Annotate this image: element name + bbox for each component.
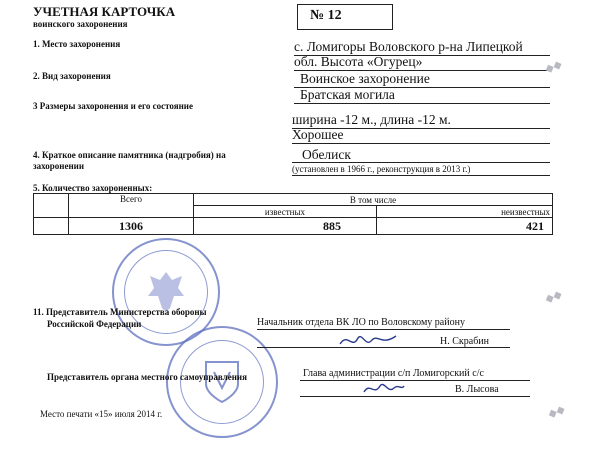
- table-cell-unknown: 421: [376, 218, 552, 235]
- rep-local-position-underline: [300, 380, 530, 381]
- field-2-value-line2: Братская могила: [300, 87, 395, 102]
- rep-local-position: Глава администрации с/п Ломигорский с/с: [303, 368, 484, 379]
- watermark-mark-2: ◆◆: [543, 287, 564, 306]
- field-4-value-line1: Обелиск: [302, 147, 351, 162]
- field-3-label: 3 Размеры захоронения и его состояние: [33, 101, 193, 111]
- rep-mod-label-line1: 11. Представитель Министерства обороны: [33, 307, 207, 317]
- rep-mod-name-underline: [257, 347, 510, 348]
- rep-local-name-underline: [300, 396, 530, 397]
- table-header-including: В том числе: [194, 194, 553, 206]
- field-3-underline-2: [292, 143, 550, 144]
- signature-mod-icon: [338, 330, 398, 352]
- table-cell-known: 885: [194, 218, 377, 235]
- table-header-known: известных: [194, 206, 377, 218]
- field-2-label: 2. Вид захоронения: [33, 71, 111, 81]
- field-1-value-line2: обл. Высота «Огурец»: [294, 54, 423, 69]
- field-4-label-line2: захоронении: [33, 161, 85, 171]
- table-cell-total: 1306: [69, 218, 194, 235]
- field-1-label: 1. Место захоронения: [33, 39, 121, 49]
- field-3-value-line2: Хорошее: [292, 127, 344, 142]
- table-header-total: Всего: [69, 194, 194, 218]
- burial-count-table: [33, 193, 553, 235]
- table-header-unknown: неизвестных: [376, 206, 552, 218]
- field-5-label: 5. Количество захороненных:: [33, 183, 153, 193]
- coat-of-arms-icon: [202, 360, 242, 404]
- field-2-underline-2: [294, 103, 550, 104]
- field-1-value-line1: с. Ломигоры Воловского р-на Липецкой: [294, 39, 523, 54]
- seal-place-date: Место печати «15» июля 2014 г.: [40, 409, 163, 419]
- rep-local-label: Представитель органа местного самоуправления: [47, 372, 247, 382]
- watermark-mark-3: ◆◆: [546, 402, 567, 421]
- field-4-underline-2: [292, 175, 550, 176]
- field-4-underline: [292, 162, 550, 163]
- field-3-value-line1: ширина -12 м., длина -12 м.: [292, 112, 451, 127]
- table-blank-cell: [34, 194, 69, 218]
- rep-mod-label-line2: Российской Федерации: [47, 319, 142, 329]
- card-title: УЧЕТНАЯ КАРТОЧКА: [33, 4, 176, 19]
- field-4-value-line2: (установлен в 1966 г., реконструкция в 2013 г.): [292, 164, 471, 174]
- card-number-box: [297, 4, 393, 30]
- round-seal-stamp-administration: [166, 326, 278, 438]
- field-4-label-line1: 4. Краткое описание памятника (надгробия) на: [33, 150, 226, 160]
- rep-local-name: В. Лысова: [455, 384, 499, 395]
- rep-mod-position: Начальник отдела ВК ЛО по Воловскому району: [257, 317, 465, 328]
- field-2-value-line1: Воинское захоронение: [300, 71, 430, 86]
- table-cell-blank: [34, 218, 69, 235]
- card-number: № 12: [310, 8, 342, 23]
- card-subtitle: воинского захоронения: [33, 19, 128, 29]
- rep-mod-name: Н. Скрабин: [440, 336, 489, 347]
- watermark-mark: ◆◆: [543, 57, 564, 76]
